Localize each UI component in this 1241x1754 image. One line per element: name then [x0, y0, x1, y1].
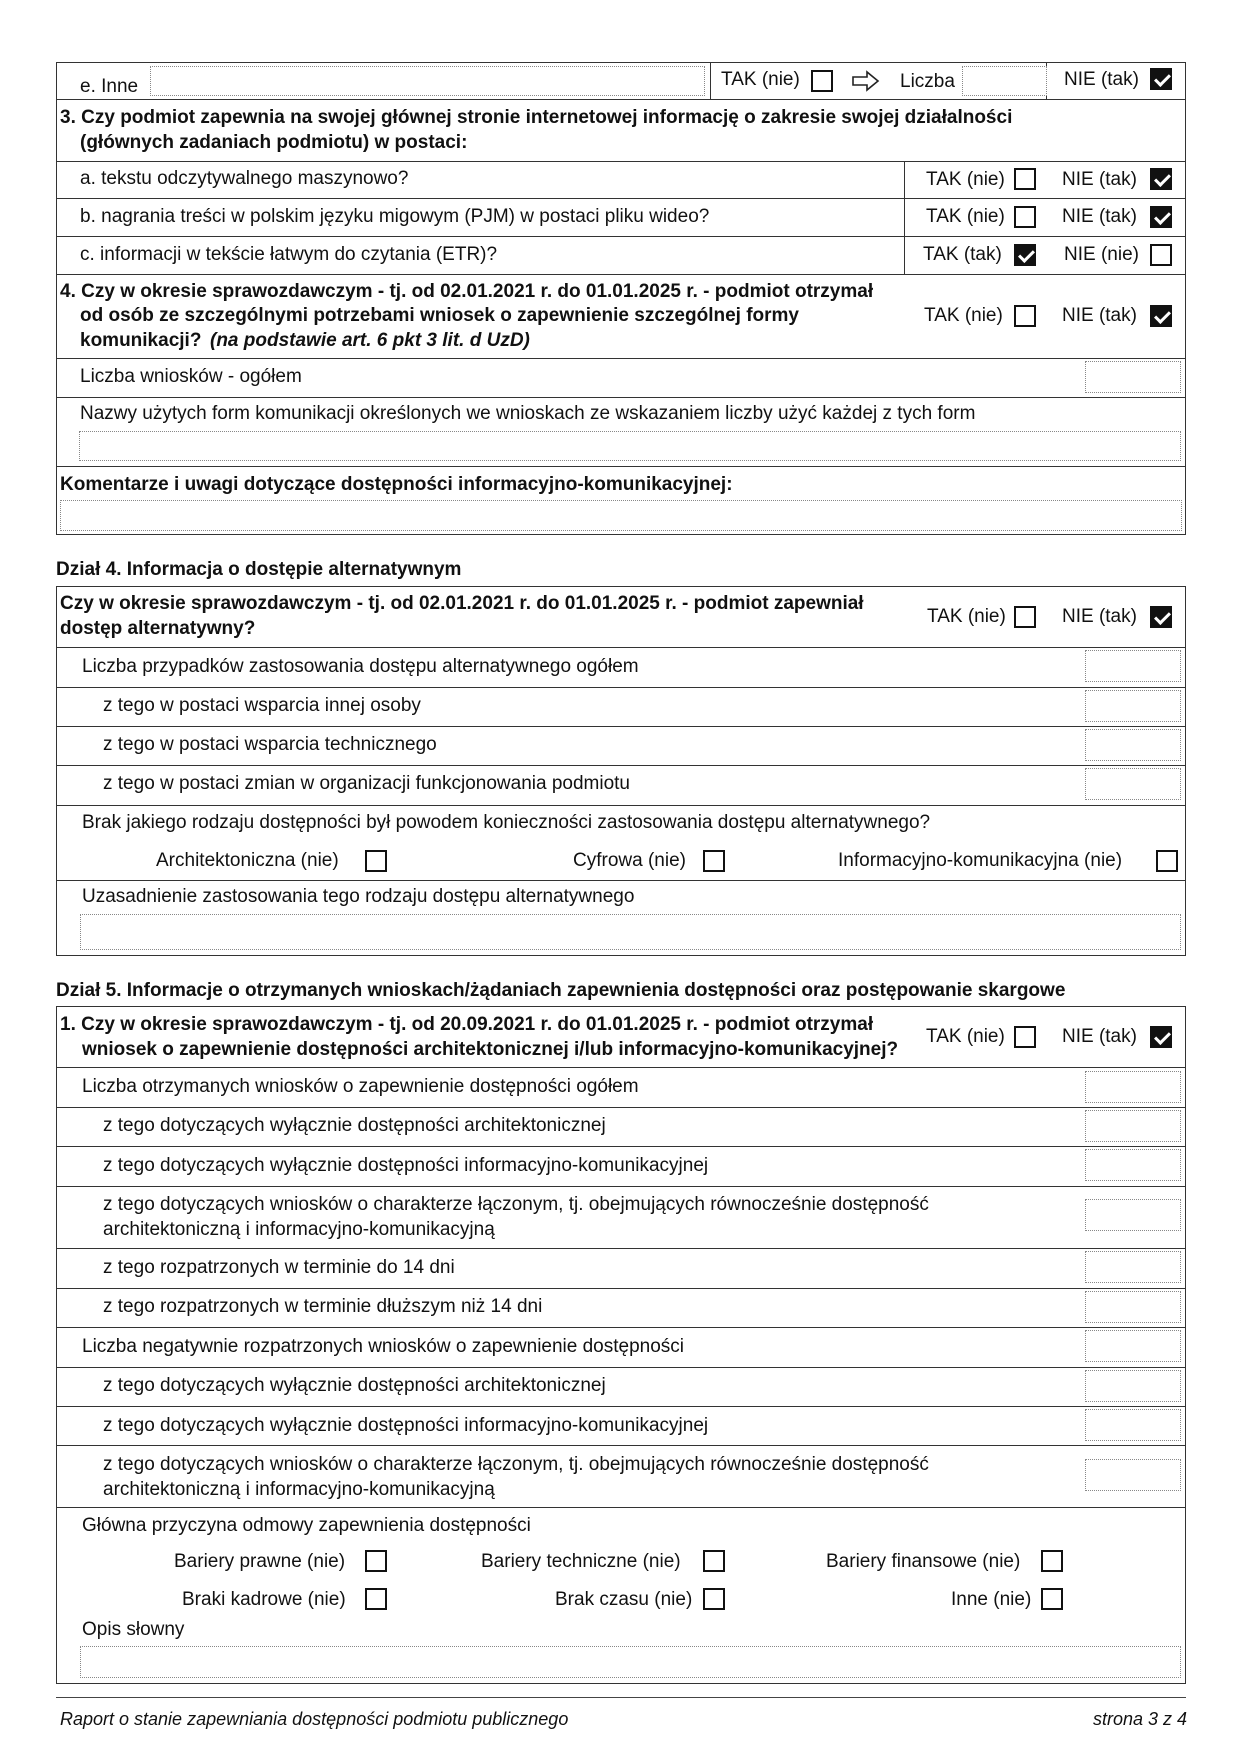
dzial4-question-line1: Czy w okresie sprawozdawczym - tj. od 02.01.2021 r. do 01.01.2025 r. - podmiot zapewniał [60, 593, 864, 614]
q3c-tak-label: TAK (tak) [923, 244, 1002, 265]
d5-row-laczony-line2: architektoniczną i informacyjno-komunikacyjną [103, 1219, 495, 1240]
dzial4-row-innej-osoby-input[interactable] [1085, 690, 1181, 722]
cyfrowa-label: Cyfrowa (nie) [573, 850, 686, 871]
dzial4-row-technicznego: z tego w postaci wsparcia technicznego [103, 734, 437, 755]
page-number: strona 3 z 4 [1093, 1709, 1188, 1729]
d5-row-negatywnie: Liczba negatywnie rozpatrzonych wniosków o zapewnienie dostępności [82, 1336, 685, 1357]
dzial4-row-technicznego-input[interactable] [1085, 729, 1181, 761]
d5-row-negatywnie-input[interactable] [1085, 1330, 1181, 1362]
dzial5-title: Dział 5. Informacje o otrzymanych wnioskach/żądaniach zapewnienia dostępności oraz postępowanie skargowe [56, 980, 1066, 1001]
d5-row-14dni-input[interactable] [1085, 1251, 1181, 1283]
d5-row-neg-laczony-line2: architektoniczną i informacyjno-komunikacyjną [103, 1479, 495, 1500]
d5-row-neg-informacyjnej-input[interactable] [1085, 1409, 1181, 1441]
dzial4-tak-label: TAK (nie) [927, 606, 1006, 627]
dzial4-nie-label: NIE (tak) [1062, 606, 1137, 627]
brak-czasu-label: Brak czasu (nie) [555, 1589, 693, 1610]
dzial4-title: Dział 4. Informacja o dostępie alternatywnym [56, 559, 462, 580]
bariery-finansowe-label: Bariery finansowe (nie) [826, 1551, 1021, 1572]
d5-row-dluzej: z tego rozpatrzonych w terminie dłuższym niż 14 dni [103, 1296, 543, 1317]
bariery-techniczne-label: Bariery techniczne (nie) [481, 1551, 681, 1572]
d5-row-laczony-line1: z tego dotyczących wniosków o charakterze łączonym, tj. obejmujących równocześnie dostępność [103, 1194, 929, 1215]
dzial5-nie-checkbox[interactable] [1150, 1026, 1172, 1048]
uzasadnienie-label: Uzasadnienie zastosowania tego rodzaju dostępu alternatywnego [82, 886, 635, 907]
d5-row-informacyjnej-input[interactable] [1085, 1149, 1181, 1181]
bariery-techniczne-checkbox[interactable] [703, 1550, 725, 1572]
q4-tak-checkbox[interactable] [1014, 305, 1036, 327]
dzial4-row-innej-osoby: z tego w postaci wsparcia innej osoby [103, 695, 421, 716]
row-e-liczba-label: Liczba [900, 71, 955, 92]
row-e-nie-checkbox[interactable] [1150, 68, 1172, 90]
brak-dostepnosci-question: Brak jakiego rodzaju dostępności był powodem konieczności zastosowania dostępu alternatywnego? [82, 812, 931, 833]
d5-row-ogolem: Liczba otrzymanych wniosków o zapewnienie dostępności ogółem [82, 1076, 639, 1097]
q3c-text: c. informacji w tekście łatwym do czytania (ETR)? [80, 244, 498, 265]
dzial4-row-ogolem: Liczba przypadków zastosowania dostępu alternatywnego ogółem [82, 656, 639, 677]
row-e-label: e. Inne [80, 76, 139, 97]
opis-slowny-label: Opis słowny [82, 1619, 185, 1640]
row-e-tak-label: TAK (nie) [721, 69, 800, 90]
architektoniczna-label: Architektoniczna (nie) [156, 850, 339, 871]
dzial5-tak-label: TAK (nie) [926, 1026, 1005, 1047]
dzial5-question-line2: wniosek o zapewnienie dostępności architektonicznej i/lub informacyjno-komunikacyjnej? [82, 1039, 899, 1060]
d5-row-neg-laczony-input[interactable] [1085, 1459, 1181, 1491]
q3c-tak-checkbox[interactable] [1014, 244, 1036, 266]
row-e-input[interactable] [150, 66, 705, 96]
q3a-nie-checkbox[interactable] [1150, 168, 1172, 190]
d5-row-architektonicznej: z tego dotyczących wyłącznie dostępności architektonicznej [103, 1115, 606, 1136]
inne-label: Inne (nie) [951, 1589, 1032, 1610]
dzial4-nie-checkbox[interactable] [1150, 606, 1172, 628]
nazwy-form-label: Nazwy użytych form komunikacji określonych we wnioskach ze wskazaniem liczby użyć każdej z tych form [80, 403, 976, 424]
q3b-tak-label: TAK (nie) [926, 206, 1005, 227]
q3b-text: b. nagrania treści w polskim języku migowym (PJM) w postaci pliku wideo? [80, 206, 710, 227]
arrow-right-icon [851, 69, 881, 93]
q4-text-line2: od osób ze szczególnymi potrzebami wniosek o zapewnienie szczególnej formy [80, 305, 799, 326]
architektoniczna-checkbox[interactable] [365, 850, 387, 872]
q4-nie-label: NIE (tak) [1062, 305, 1137, 326]
q3a-text: a. tekstu odczytywalnego maszynowo? [80, 168, 409, 189]
bariery-prawne-label: Bariery prawne (nie) [174, 1551, 346, 1572]
dzial5-nie-label: NIE (tak) [1062, 1026, 1137, 1047]
braki-kadrowe-checkbox[interactable] [365, 1588, 387, 1610]
dzial4-tak-checkbox[interactable] [1014, 606, 1036, 628]
q3c-nie-checkbox[interactable] [1150, 244, 1172, 266]
q3-text-line2: (głównych zadaniach podmiotu) w postaci: [80, 132, 468, 153]
informacyjno-label: Informacyjno-komunikacyjna (nie) [838, 850, 1123, 871]
dzial4-question-line2: dostęp alternatywny? [60, 618, 256, 639]
dzial4-row-organizacji-input[interactable] [1085, 768, 1181, 800]
d5-row-laczony-input[interactable] [1085, 1199, 1181, 1231]
d5-row-dluzej-input[interactable] [1085, 1291, 1181, 1323]
inne-checkbox[interactable] [1041, 1588, 1063, 1610]
q3b-tak-checkbox[interactable] [1014, 206, 1036, 228]
opis-slowny-input[interactable] [80, 1646, 1181, 1678]
q4-tak-label: TAK (nie) [924, 305, 1003, 326]
uzasadnienie-input[interactable] [80, 914, 1181, 950]
bariery-finansowe-checkbox[interactable] [1041, 1550, 1063, 1572]
q3-text-line1: 3. Czy podmiot zapewnia na swojej głównej stronie internetowej informację o zakresie swojej działalności [60, 107, 1013, 128]
q3a-nie-label: NIE (tak) [1062, 169, 1137, 190]
q3b-nie-checkbox[interactable] [1150, 206, 1172, 228]
q4-text-line3: komunikacji? [80, 330, 202, 351]
row-e-tak-checkbox[interactable] [811, 70, 833, 92]
row-e-nie-label: NIE (tak) [1064, 69, 1139, 90]
q3a-tak-checkbox[interactable] [1014, 168, 1036, 190]
informacyjno-checkbox[interactable] [1156, 850, 1178, 872]
komentarze-input[interactable] [60, 500, 1182, 531]
wnioski-input[interactable] [1085, 361, 1181, 393]
d5-row-ogolem-input[interactable] [1085, 1071, 1181, 1103]
d5-row-architektonicznej-input[interactable] [1085, 1110, 1181, 1142]
dzial5-tak-checkbox[interactable] [1014, 1026, 1036, 1048]
q4-nie-checkbox[interactable] [1150, 305, 1172, 327]
dzial4-row-organizacji: z tego w postaci zmian w organizacji funkcjonowania podmiotu [103, 773, 630, 794]
d5-row-neg-architektonicznej-input[interactable] [1085, 1370, 1181, 1402]
komentarze-label: Komentarze i uwagi dotyczące dostępności informacyjno-komunikacyjnej: [60, 474, 733, 495]
cyfrowa-checkbox[interactable] [703, 850, 725, 872]
dzial4-row-ogolem-input[interactable] [1085, 650, 1181, 682]
braki-kadrowe-label: Braki kadrowe (nie) [182, 1589, 346, 1610]
nazwy-form-input[interactable] [79, 431, 1181, 461]
row-e-liczba-input[interactable] [962, 66, 1047, 96]
q4-text-line1: 4. Czy w okresie sprawozdawczym - tj. od 02.01.2021 r. do 01.01.2025 r. - podmiot otrzymał [60, 281, 874, 302]
dzial5-question-line1: 1. Czy w okresie sprawozdawczym - tj. od 20.09.2021 r. do 01.01.2025 r. - podmiot otrzymał [60, 1014, 874, 1035]
d5-row-14dni: z tego rozpatrzonych w terminie do 14 dni [103, 1257, 455, 1278]
d5-row-neg-architektonicznej: z tego dotyczących wyłącznie dostępności architektonicznej [103, 1375, 606, 1396]
glowna-przyczyna-label: Główna przyczyna odmowy zapewnienia dostępności [82, 1515, 531, 1536]
q3c-nie-label: NIE (nie) [1064, 244, 1139, 265]
q3b-nie-label: NIE (tak) [1062, 206, 1137, 227]
d5-row-informacyjnej: z tego dotyczących wyłącznie dostępności informacyjno-komunikacyjnej [103, 1155, 709, 1176]
footer-divider [56, 1697, 1186, 1698]
d5-row-neg-laczony-line1: z tego dotyczących wniosków o charakterze łączonym, tj. obejmujących równocześnie dostępność [103, 1454, 929, 1475]
footer-title: Raport o stanie zapewniania dostępności podmiotu publicznego [60, 1709, 569, 1729]
wnioski-label: Liczba wniosków - ogółem [80, 366, 302, 387]
brak-czasu-checkbox[interactable] [703, 1588, 725, 1610]
q3a-tak-label: TAK (nie) [926, 169, 1005, 190]
q4-legal-basis: (na podstawie art. 6 pkt 3 lit. d UzD) [210, 330, 530, 351]
d5-row-neg-informacyjnej: z tego dotyczących wyłącznie dostępności informacyjno-komunikacyjnej [103, 1415, 709, 1436]
bariery-prawne-checkbox[interactable] [365, 1550, 387, 1572]
